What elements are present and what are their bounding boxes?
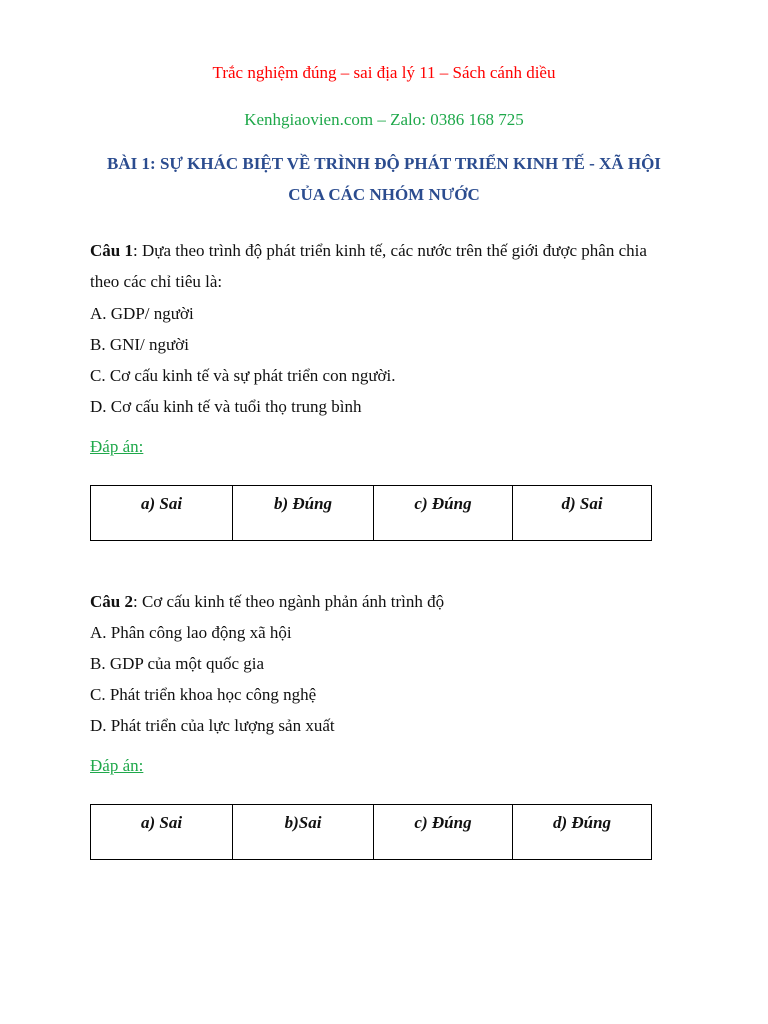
question-1-stem-cont: theo các chỉ tiêu là: — [90, 272, 223, 291]
question-2-answer-table — [90, 804, 652, 860]
lesson-title-line1: BÀI 1: SỰ KHÁC BIỆT VỀ TRÌNH ĐỘ PHÁT TRIỂN KINH TẾ - XÃ HỘI — [107, 154, 661, 173]
question-2-answer-label: Đáp án: — [90, 756, 144, 775]
question-2-stem: : Cơ cấu kinh tế theo ngành phản ánh trình độ — [132, 592, 445, 611]
question-1-answer-table — [90, 485, 652, 541]
document-subtitle: Trắc nghiệm đúng – sai địa lý 11 – Sách cánh diều — [212, 63, 556, 82]
table-row — [91, 486, 652, 541]
question-1-answer-label: Đáp án: — [90, 437, 144, 456]
question-1-option-b: B. GNI/ người — [90, 335, 189, 354]
question-2-text — [90, 591, 690, 613]
answer-cell-a: a) Sai — [91, 805, 233, 860]
question-1-option-c: C. Cơ cấu kinh tế và sự phát triển con người. — [90, 366, 396, 385]
question-1-label: Câu 1 — [90, 241, 133, 260]
lesson-title-line2: CỦA CÁC NHÓM NƯỚC — [288, 185, 480, 204]
question-2-option-c: C. Phát triển khoa học công nghệ — [90, 685, 317, 704]
answer-cell-d: d) Đúng — [513, 805, 652, 860]
question-1-text — [90, 240, 690, 262]
question-2-label: Câu 2 — [90, 592, 133, 611]
question-1-option-a: A. GDP/ người — [90, 304, 194, 323]
answer-cell-a: a) Sai — [91, 486, 233, 541]
question-2-option-b: B. GDP của một quốc gia — [90, 654, 265, 673]
question-2-option-d: D. Phát triển của lực lượng sản xuất — [90, 716, 335, 735]
question-1-option-d: D. Cơ cấu kinh tế và tuổi thọ trung bình — [90, 397, 362, 416]
question-1-stem: : Dựa theo trình độ phát triển kinh tế, các nước trên thế giới được phân chia — [132, 241, 647, 260]
answer-cell-b: b) Đúng — [233, 486, 374, 541]
table-row — [91, 805, 652, 860]
question-2-option-a: A. Phân công lao động xã hội — [90, 623, 292, 642]
answer-cell-d: d) Sai — [513, 486, 652, 541]
answer-cell-c: c) Đúng — [374, 805, 513, 860]
answer-cell-c: c) Đúng — [374, 486, 513, 541]
contact-line: Kenhgiaovien.com – Zalo: 0386 168 725 — [244, 110, 524, 129]
answer-cell-b: b)Sai — [233, 805, 374, 860]
